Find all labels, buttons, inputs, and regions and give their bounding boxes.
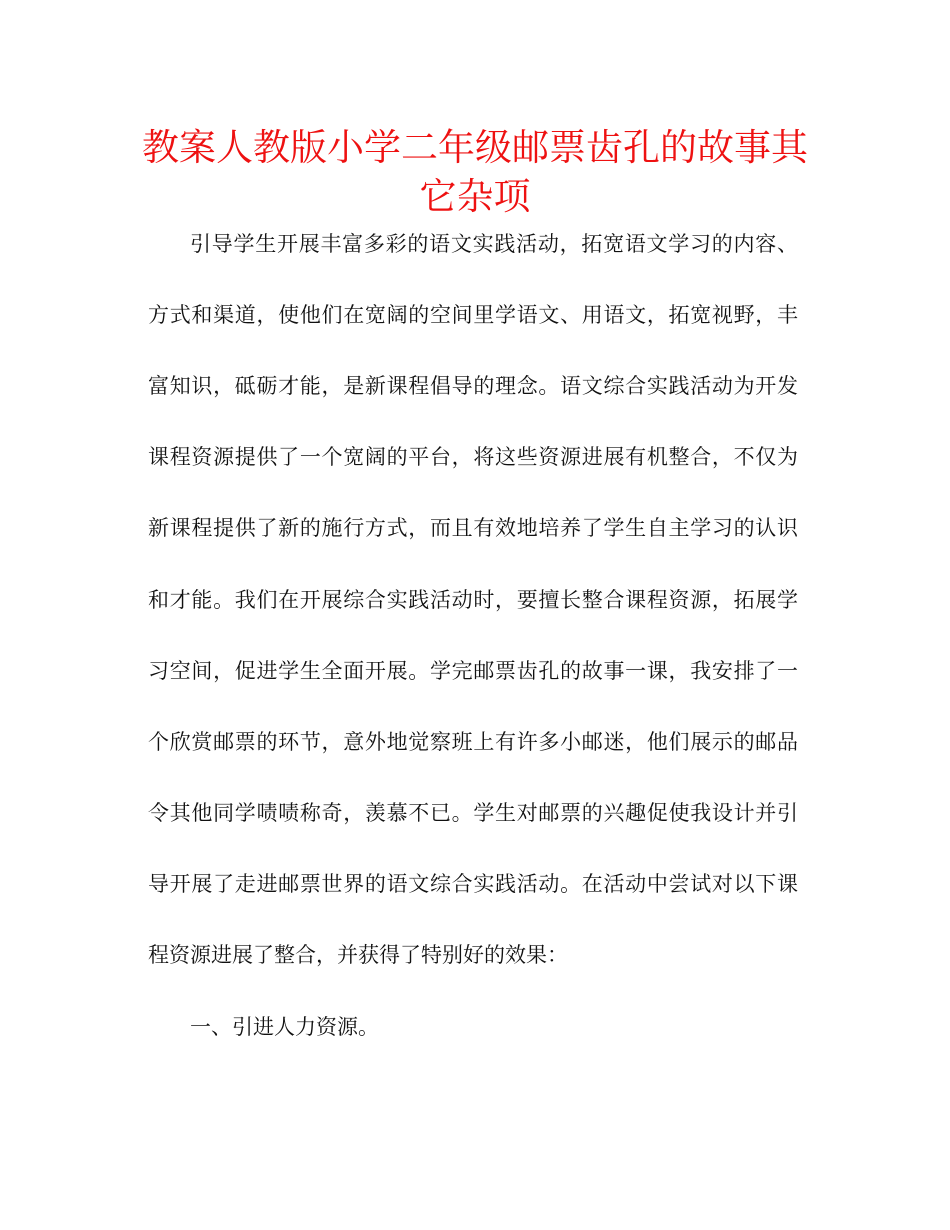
paragraph-line-9: 令其他同学啧啧称奇，羡慕不已。学生对邮票的兴趣促使我设计并引 xyxy=(148,801,798,825)
paragraph-line-10: 导开展了走进邮票世界的语文综合实践活动。在活动中尝试对以下课 xyxy=(148,872,798,896)
document-title-line-2: 它杂项 xyxy=(419,175,531,218)
paragraph-line-6: 和才能。我们在开展综合实践活动时，要擅长整合课程资源，拓展学 xyxy=(148,588,798,612)
paragraph-line-4: 课程资源提供了一个宽阔的平台，将这些资源进展有机整合，不仅为 xyxy=(148,445,798,469)
paragraph-line-2: 方式和渠道，使他们在宽阔的空间里学语文、用语文，拓宽视野，丰 xyxy=(148,303,798,327)
paragraph-line-3: 富知识，砥砺才能，是新课程倡导的理念。语文综合实践活动为开发 xyxy=(148,374,798,398)
paragraph-line-1: 引导学生开展丰富多彩的语文实践活动，拓宽语文学习的内容、 xyxy=(190,232,798,256)
document-title-line-1: 教案人教版小学二年级邮票齿孔的故事其 xyxy=(142,126,808,169)
paragraph-line-8: 个欣赏邮票的环节，意外地觉察班上有许多小邮迷，他们展示的邮品 xyxy=(148,730,798,754)
section-heading: 一、引进人力资源。 xyxy=(190,1015,379,1039)
paragraph-line-11: 程资源进展了整合，并获得了特别好的效果： xyxy=(148,943,568,967)
paragraph-line-5: 新课程提供了新的施行方式，而且有效地培养了学生自主学习的认识 xyxy=(148,516,798,540)
paragraph-line-7: 习空间，促进学生全面开展。学完邮票齿孔的故事一课，我安排了一 xyxy=(148,659,798,683)
